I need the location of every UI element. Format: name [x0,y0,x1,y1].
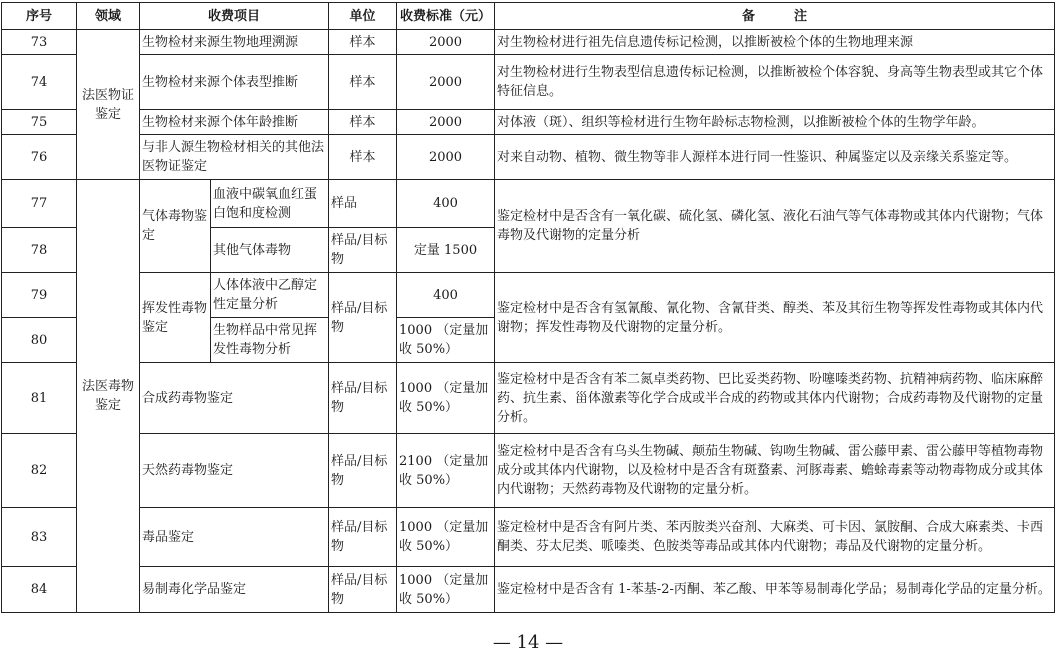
row-unit: 样本 [329,110,397,135]
table-row [2,135,1055,180]
row-unit: 样品/目标物 [329,273,397,363]
row-item: 毒品鉴定 [140,508,329,567]
row-price: 定量 1500 [397,228,495,273]
row-sub-item: 生物样品中常见挥发性毒物分析 [211,318,329,363]
row-seq: 79 [2,273,77,318]
header-item: 收费项目 [140,3,329,30]
table-row [2,567,1055,613]
row-unit: 样品/目标物 [329,363,397,434]
row-seq: 78 [2,228,77,273]
row-price: 1000 （定量加收 50%） [397,363,495,434]
row-unit: 样品/目标物 [329,434,397,508]
row-price: 1000 （定量加收 50%） [397,567,495,613]
row-seq: 75 [2,110,77,135]
row-price: 1000 （定量加收 50%） [397,508,495,567]
row-item: 生物检材来源个体年龄推断 [140,110,329,135]
row-sub-item: 其他气体毒物 [211,228,329,273]
header-remark: 备 注 [495,3,1055,30]
row-price: 2000 [397,110,495,135]
row-seq: 73 [2,30,77,55]
row-remark: 对体液（斑）、组织等检材进行生物年龄标志物检测，以推断被检个体的生物学年龄。 [495,110,1055,135]
row-unit: 样品/目标物 [329,228,397,273]
row-remark: 对生物检材进行祖先信息遗传标记检测，以推断被检个体的生物地理来源 [495,30,1055,55]
row-item: 生物检材来源个体表型推断 [140,55,329,110]
table-row [2,508,1055,567]
row-seq: 83 [2,508,77,567]
row-price: 2000 [397,55,495,110]
row-price: 400 [397,180,495,228]
row-seq: 74 [2,55,77,110]
page-number: — 14 — [492,632,564,653]
row-item: 易制毒化学品鉴定 [140,567,329,613]
row-sub-item: 人体体液中乙醇定性定量分析 [211,273,329,318]
row-remark: 鉴定检材中是否含有阿片类、苯丙胺类兴奋剂、大麻类、可卡因、氯胺酮、合成大麻素类、卡西酮类、芬太尼类、哌嗪类、色胺类等毒品或其体内代谢物；毒品及代谢物的定量分析。 [495,508,1055,567]
row-item: 生物检材来源生物地理溯源 [140,30,329,55]
row-seq: 82 [2,434,77,508]
field-forensic-evidence: 法医物证鉴定 [77,30,140,180]
row-remark: 对来自动物、植物、微生物等非人源样本进行同一性鉴识、种属鉴定以及亲缘关系鉴定等。 [495,135,1055,180]
row-remark: 对生物检材进行生物表型信息遗传标记检测，以推断被检个体容貌、身高等生物表型或其它个体特征信息。 [495,55,1055,110]
row-sub-item: 血液中碳氧血红蛋白饱和度检测 [211,180,329,228]
row-price: 1000 （定量加收 50%） [397,318,495,363]
group-remark: 鉴定检材中是否含有一氧化碳、硫化氢、磷化氢、液化石油气等气体毒物或其体内代谢物；气体毒物及代谢物的定量分析 [495,180,1055,273]
table-row [2,273,1055,318]
table-row [2,30,1055,55]
row-unit: 样本 [329,30,397,55]
field-forensic-toxicology: 法医毒物鉴定 [77,180,140,613]
header-price: 收费标准（元） [397,3,495,30]
row-price: 2100 （定量加收 50%） [397,434,495,508]
row-remark: 鉴定检材中是否含有乌头生物碱、颠茄生物碱、钩吻生物碱、雷公藤甲素、雷公藤甲等植物毒物成分或其体内代谢物，以及检材中是否含有斑蝥素、河豚毒素、蟾蜍毒素等动物毒物成分或其体内代谢物；天然药毒物及代谢物的定量分析。 [495,434,1055,508]
row-price: 2000 [397,30,495,55]
row-seq: 76 [2,135,77,180]
group-remark: 鉴定检材中是否含有氢氰酸、氰化物、含氰苷类、醇类、苯及其衍生物等挥发性毒物或其体内代谢物；挥发性毒物及代谢物的定量分析。 [495,273,1055,363]
table-row [2,55,1055,110]
fee-table [1,2,1055,613]
row-unit: 样品/目标物 [329,508,397,567]
row-seq: 80 [2,318,77,363]
table-row [2,110,1055,135]
row-unit: 样本 [329,135,397,180]
header-seq: 序号 [2,3,77,30]
row-unit: 样品 [329,180,397,228]
row-seq: 84 [2,567,77,613]
table-row [2,363,1055,434]
row-item: 与非人源生物检材相关的其他法医物证鉴定 [140,135,329,180]
header-field: 领域 [77,3,140,30]
row-seq: 77 [2,180,77,228]
group-volatile-toxicant: 挥发性毒物鉴定 [140,273,211,363]
row-unit: 样品/目标物 [329,567,397,613]
row-item: 合成药毒物鉴定 [140,363,329,434]
row-remark: 鉴定检材中是否含有苯二氮卓类药物、巴比妥类药物、吩噻嗪类药物、抗精神病药物、临床麻醉药、抗生素、甾体激素等化学合成或半合成的药物或其体内代谢物；合成药毒物及代谢物的定量分析。 [495,363,1055,434]
row-remark: 鉴定检材中是否含有 1-苯基-2-丙酮、苯乙酸、甲苯等易制毒化学品；易制毒化学品的定量分析。 [495,567,1055,613]
group-gas-toxicant: 气体毒物鉴定 [140,180,211,273]
row-unit: 样本 [329,55,397,110]
table-header-row [2,3,1055,30]
row-item: 天然药毒物鉴定 [140,434,329,508]
row-seq: 81 [2,363,77,434]
table-row [2,434,1055,508]
row-price: 400 [397,273,495,318]
table-row [2,180,1055,228]
header-unit: 单位 [329,3,397,30]
row-price: 2000 [397,135,495,180]
